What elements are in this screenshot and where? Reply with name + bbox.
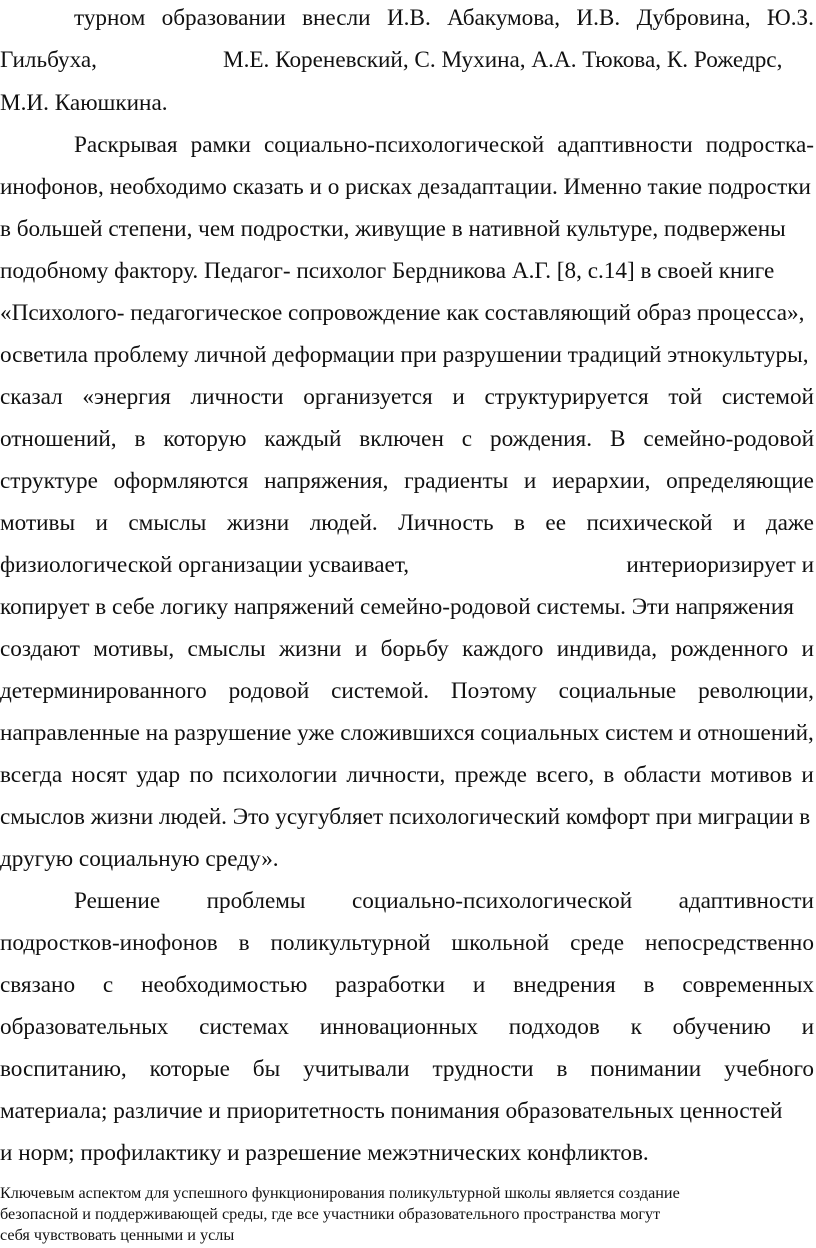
text-line [0, 424, 814, 454]
text-word: социально-психологической [263, 132, 545, 158]
text-word: школьной [451, 930, 550, 956]
text-word: среде [570, 930, 625, 956]
text-word: напряжения, [264, 468, 389, 494]
text-word: Решение [74, 888, 161, 914]
text-word: Поэтому [450, 678, 537, 704]
text-word: индивида, [556, 636, 658, 662]
text-word: жизни [226, 510, 290, 536]
text-segment: М.Е. Кореневский, С. Мухина, А.А. Тюкова, К. Рожедрс, [222, 47, 783, 73]
text-word: оформляются [113, 468, 249, 494]
text-word: трудности [432, 1056, 534, 1082]
text-line: осветила проблему личной деформации при разрушении традиций этнокультуры, [0, 342, 809, 368]
text-line [0, 466, 814, 496]
text-line: М.И. Каюшкина. [0, 90, 168, 116]
text-word: по [189, 762, 214, 788]
text-word: организуется [303, 384, 433, 410]
text-segment: интериоризирует и [626, 552, 814, 578]
text-word: и [801, 762, 814, 788]
text-word: образовательных [0, 1014, 169, 1040]
text-word: даже [765, 510, 814, 536]
text-word: и [523, 468, 537, 494]
text-line [0, 1012, 814, 1042]
text-word: семейно-родовой [643, 426, 814, 452]
text-word: личности [190, 384, 284, 410]
text-word: социально-психологической [351, 888, 633, 914]
text-line: в большей степени, чем подростки, живущие в нативной культуре, подвержены [0, 216, 786, 242]
text-word: непосредственно [645, 930, 814, 956]
text-word: определяющие [666, 468, 814, 494]
text-line: инофонов, необходимо сказать и о рисках дезадаптации. Именно такие подростки [0, 174, 811, 200]
text-word: бы [252, 1056, 281, 1082]
text-word: людей. [309, 510, 378, 536]
text-line: «Психолого- педагогическое сопровождение как составляющий образ процесса», [0, 300, 805, 326]
text-word: и [472, 972, 486, 998]
text-word: внедрения [513, 972, 616, 998]
text-word: обучению [672, 1014, 771, 1040]
text-word: той [668, 384, 703, 410]
text-word: адаптивности [557, 132, 693, 158]
text-word: с [461, 426, 473, 452]
text-word: мотивы, [93, 636, 175, 662]
text-line [0, 928, 814, 958]
text-word: смыслы [187, 636, 266, 662]
text-word: проблемы [206, 888, 306, 914]
text-word: воспитанию, [0, 1056, 127, 1082]
text-word: с [102, 972, 114, 998]
text-word: Дубровина, [636, 5, 751, 31]
text-word: связано [0, 972, 76, 998]
text-word: и [452, 384, 465, 410]
text-word: инновационных [319, 1014, 478, 1040]
text-word: подростков-инофонов [0, 930, 218, 956]
text-word: в [643, 972, 655, 998]
text-word: иерархии, [552, 468, 651, 494]
text-word: Абакумова, [447, 5, 561, 31]
text-word: в [134, 426, 146, 452]
text-word: системах [199, 1014, 289, 1040]
text-word: поликультурной [270, 930, 431, 956]
text-word: которые [149, 1056, 230, 1082]
text-line: направленные на разрушение уже сложившихся социальных систем и отношений, [0, 720, 814, 746]
footnote-line: себя чувствовать ценными и услы [0, 1226, 235, 1244]
text-word: отношений, [0, 426, 117, 452]
text-word: И.В. [386, 5, 431, 31]
text-word: Личность [398, 510, 494, 536]
text-word: подростка- [705, 132, 814, 158]
text-line: другую социальную среду». [0, 846, 279, 872]
text-word: необходимостью [141, 972, 308, 998]
text-word: удар [136, 762, 181, 788]
text-word: И.В. [576, 5, 621, 31]
text-word: личности, [346, 762, 446, 788]
text-word: структурируется [484, 384, 649, 410]
text-word: смыслы [128, 510, 207, 536]
text-word: рамки [190, 132, 251, 158]
text-word: к [630, 1014, 642, 1040]
text-word: современных [682, 972, 814, 998]
text-word: мотивы [0, 510, 76, 536]
text-line [0, 970, 814, 1000]
text-word: области [623, 762, 702, 788]
text-word: структуре [0, 468, 98, 494]
text-word: и [354, 636, 368, 662]
text-line: смыслов жизни людей. Это усугубляет психологический комфорт при миграции в [0, 804, 811, 830]
text-line [0, 1054, 814, 1084]
text-word: каждого [462, 636, 544, 662]
text-line [0, 45, 814, 75]
text-word: в [603, 762, 615, 788]
text-word: каждый [264, 426, 342, 452]
text-line [0, 550, 814, 580]
text-word: ее [545, 510, 566, 536]
text-segment: Гильбуха, [0, 47, 97, 73]
text-word: рожденного [670, 636, 789, 662]
text-word: разработки [335, 972, 445, 998]
text-word: которую [163, 426, 247, 452]
text-word: революции, [698, 678, 814, 704]
text-word: учитывали [303, 1056, 410, 1082]
text-word: жизни [278, 636, 342, 662]
text-word: всего, [536, 762, 595, 788]
text-line [74, 886, 814, 916]
text-word: прежде [454, 762, 527, 788]
text-line [74, 3, 814, 33]
text-word: борьбу [380, 636, 449, 662]
text-segment: физиологической организации усваивает, [0, 552, 410, 578]
text-line: и норм; профилактику и разрешение межэтнических конфликтов. [0, 1140, 649, 1166]
text-word: понимании [590, 1056, 702, 1082]
footnote-line: Ключевым аспектом для успешного функционирования поликультурной школы является создание [0, 1184, 680, 1202]
text-word: Раскрывая [74, 132, 178, 158]
text-word: градиенты [404, 468, 509, 494]
text-line: копирует в себе логику напряжений семейно-родовой системы. Эти напряжения [0, 594, 794, 620]
text-line: материала; различие и приоритетность понимания образовательных ценностей [0, 1098, 783, 1124]
text-word: и [801, 1014, 814, 1040]
text-word: и [801, 636, 814, 662]
text-word: подходов [508, 1014, 600, 1040]
text-word: всегда [0, 762, 63, 788]
text-line [0, 676, 814, 706]
text-line [0, 382, 814, 412]
text-word: адаптивности [678, 888, 814, 914]
text-line [74, 130, 814, 160]
text-word: и [732, 510, 746, 536]
text-word: Ю.З. [766, 5, 814, 31]
text-word: носят [71, 762, 128, 788]
text-word: турном [74, 5, 146, 31]
text-word: системой [721, 384, 814, 410]
text-line [0, 760, 814, 790]
text-word: «энергия [82, 384, 171, 410]
text-word: социальные [558, 678, 677, 704]
text-word: сказал [0, 384, 63, 410]
text-word: и [95, 510, 108, 536]
text-word: включен [359, 426, 444, 452]
text-line [0, 634, 814, 664]
text-word: мотивов [710, 762, 793, 788]
text-word: создают [0, 636, 80, 662]
text-word: В [609, 426, 626, 452]
text-word: учебного [724, 1056, 814, 1082]
text-word: системой. [331, 678, 430, 704]
text-word: в [556, 1056, 568, 1082]
text-word: психической [586, 510, 713, 536]
text-word: в [238, 930, 250, 956]
text-word: образовании [161, 5, 286, 31]
text-line: подобному фактору. Педагог- психолог Бердникова А.Г. [8, с.14] в своей книге [0, 258, 775, 284]
text-word: детерминированного [0, 678, 207, 704]
text-word: в [514, 510, 525, 536]
text-line [0, 508, 814, 538]
text-word: родовой [228, 678, 310, 704]
footnote-line: безопасной и поддерживающей среды, где все участники образовательного пространства могут [0, 1205, 661, 1223]
text-word: психологии [222, 762, 338, 788]
text-word: внесли [302, 5, 371, 31]
text-word: рождения. [490, 426, 593, 452]
